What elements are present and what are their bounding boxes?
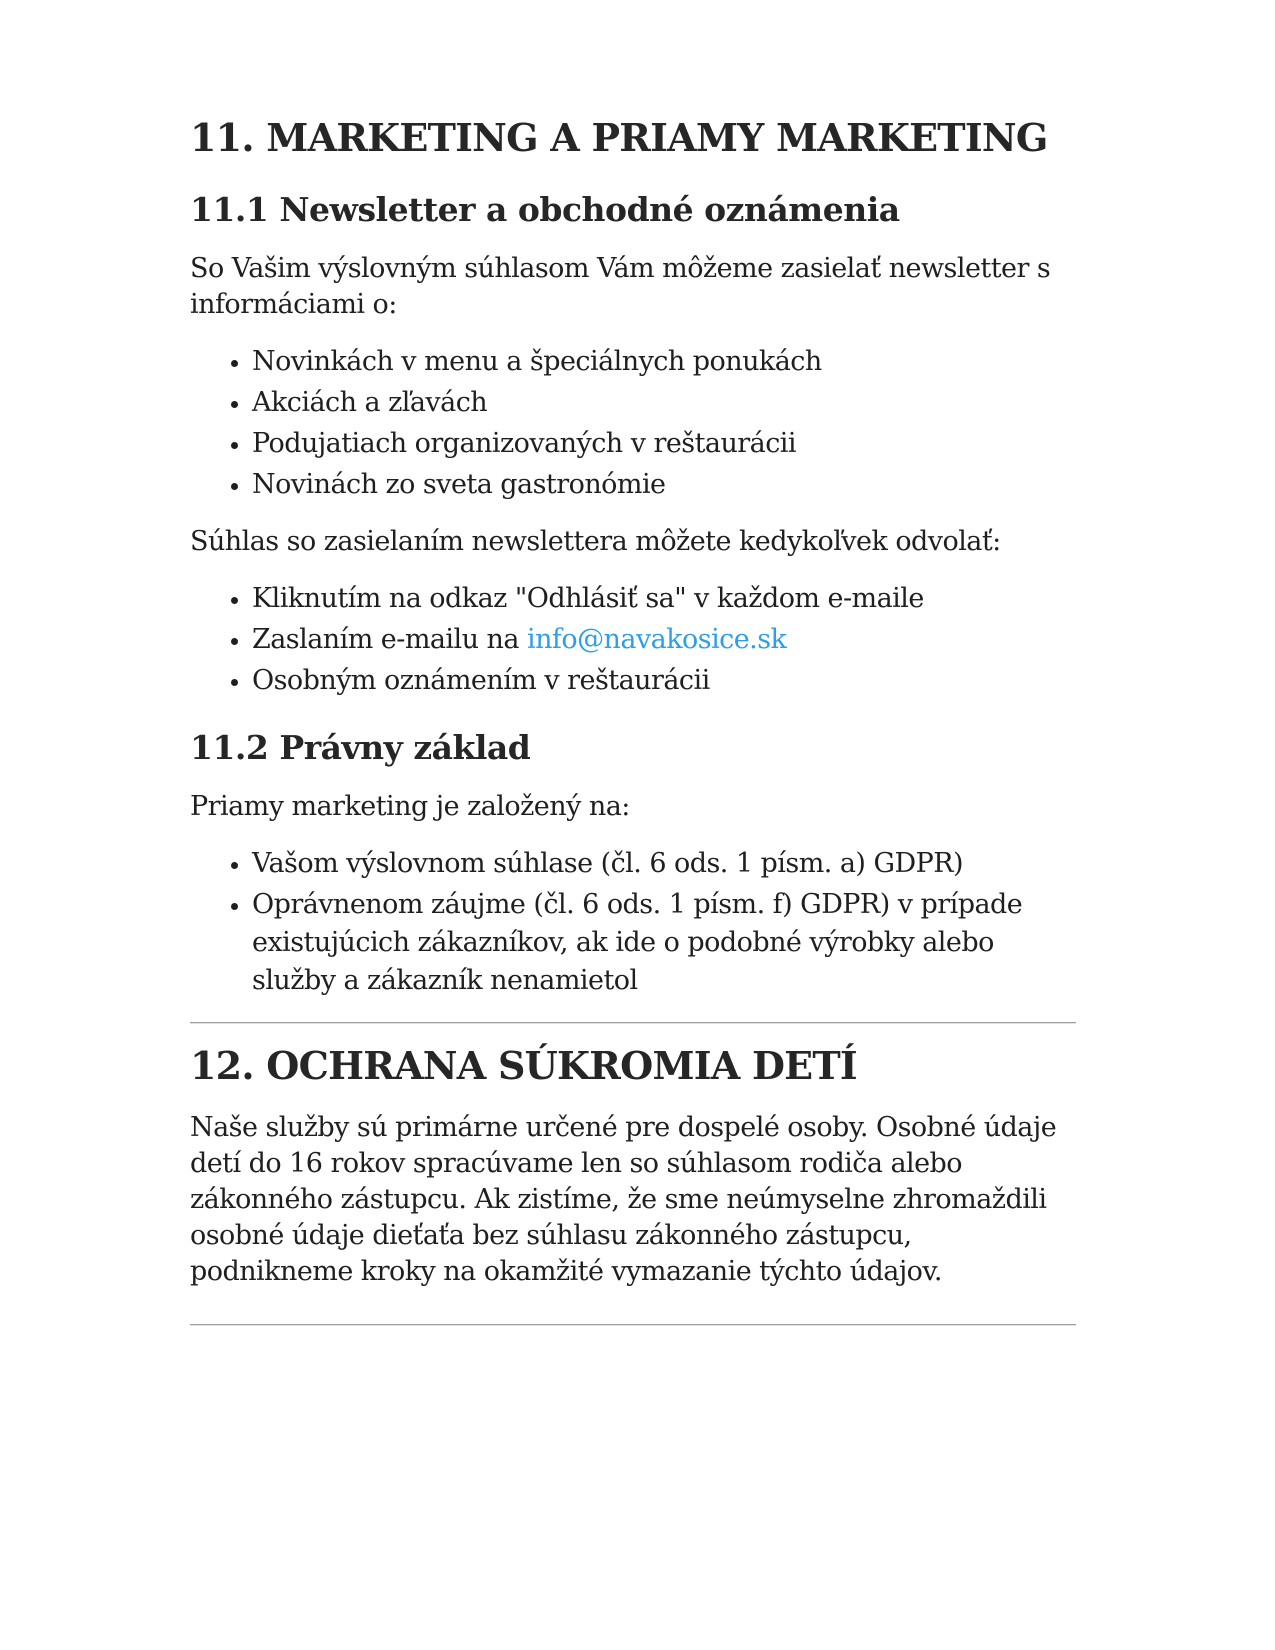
- email-link[interactable]: info@navakosice.sk: [526, 624, 787, 655]
- email-method-text: Zaslaním e-mailu na: [252, 624, 527, 655]
- section-11-heading: 11. MARKETING A PRIAMY MARKETING: [190, 115, 1048, 160]
- bottom-divider: [190, 1324, 1076, 1326]
- newsletter-topics-list: [190, 343, 1076, 504]
- list-item: • Novinách zo sveta gastronómie: [252, 466, 1076, 504]
- section-12-heading: 12. OCHRANA SÚKROMIA DETÍ: [190, 1043, 857, 1088]
- section-11-2-heading: 11.2 Právny základ: [190, 728, 531, 767]
- legal-basis-intro-paragraph: Priamy marketing je založený na:: [190, 791, 630, 822]
- list-item: • Kliknutím na odkaz "Odhlásiť sa" v každom e-maile: [252, 580, 1076, 618]
- legal-basis-list: [190, 845, 1076, 1000]
- list-item: • Novinkách v menu a špeciálnych ponukách: [252, 343, 1076, 381]
- list-item: • Podujatiach organizovaných v reštaurácii: [252, 425, 1076, 463]
- revoke-intro-paragraph: Súhlas so zasielaním newslettera môžete kedykoľvek odvolať:: [190, 526, 1001, 557]
- newsletter-intro-paragraph: So Vašim výslovným súhlasom Vám môžeme zasielať newsletter s informáciami o:: [190, 253, 1051, 320]
- revoke-methods-list: [190, 580, 1076, 700]
- list-item: • Vašom výslovnom súhlase (čl. 6 ods. 1 písm. a) GDPR): [252, 845, 1076, 883]
- list-item: • Oprávnenom záujme (čl. 6 ods. 1 písm. f) GDPR) v prípade existujúcich zákazníkov, ak ide o podobné výrobky alebo služby a zákazník nenamietol: [252, 886, 1076, 1000]
- section-divider: [190, 1022, 1076, 1024]
- list-item: • Osobným oznámením v reštaurácii: [252, 662, 1076, 700]
- list-item: • Akciách a zľavách: [252, 384, 1076, 422]
- children-privacy-paragraph: Naše služby sú primárne určené pre dospelé osoby. Osobné údaje detí do 16 rokov spracúvame len so súhlasom rodiča alebo zákonného zástupcu. Ak zistíme, že sme neúmyselne zhromaždili osobné údaje dieťaťa bez súhlasu zákonného zástupcu, podnikneme kroky na okamžité vymazanie týchto údajov.: [190, 1112, 1057, 1287]
- list-item: [252, 621, 1076, 659]
- section-11-1-heading: 11.1 Newsletter a obchodné oznámenia: [190, 190, 900, 229]
